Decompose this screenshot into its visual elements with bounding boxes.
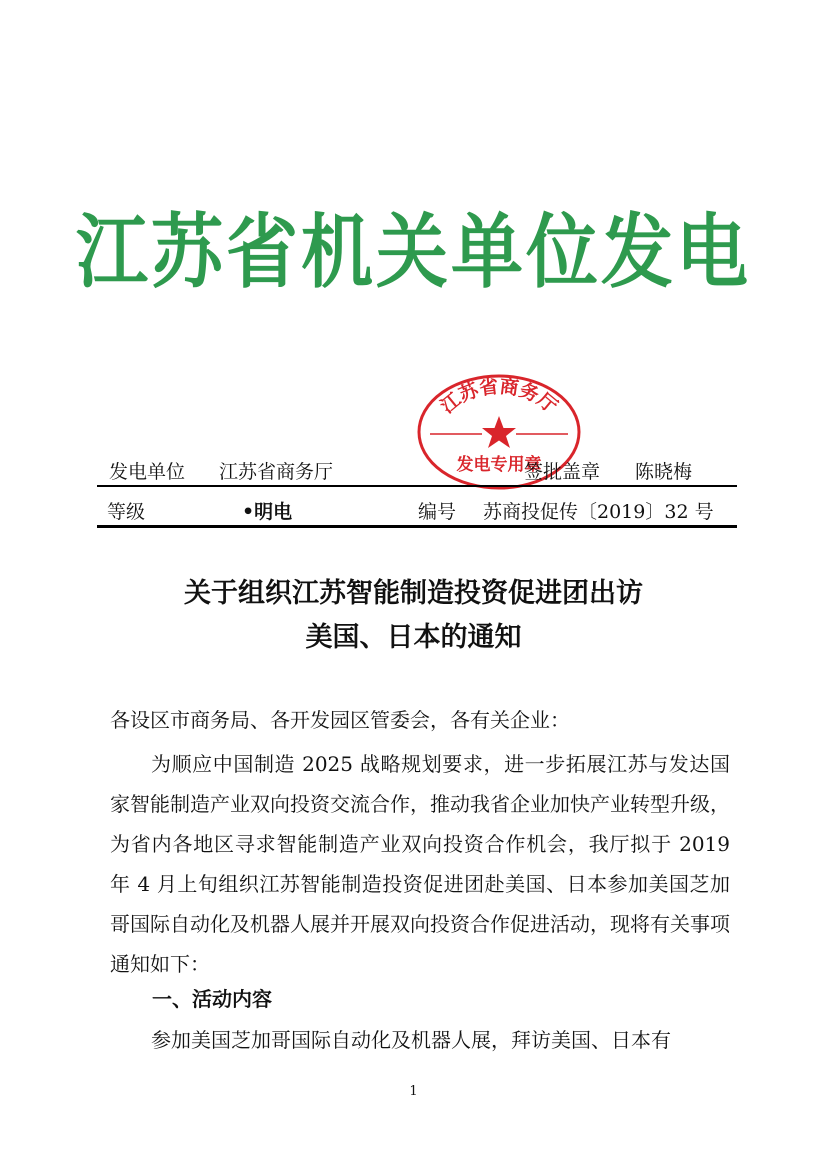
- number-label: 编号: [418, 501, 457, 523]
- salutation: 各设区市商务局、各开发园区管委会，各有关企业：: [110, 708, 570, 732]
- header-bottom-rule: [97, 525, 737, 528]
- number-value: 苏商投促传〔2019〕32 号: [483, 501, 714, 523]
- seal-star-icon: [482, 416, 516, 448]
- level-label: 等级: [107, 501, 146, 523]
- seal-label-text: 发电专用章: [456, 455, 542, 475]
- level-value: •明电: [242, 501, 293, 523]
- sender-value: 江苏省商务厅: [219, 461, 334, 483]
- meta-divider: [97, 485, 737, 487]
- paragraph-2: 参加美国芝加哥国际自动化及机器人展，拜访美国、日本有: [151, 1028, 671, 1052]
- document-title-line1: 关于组织江苏智能制造投资促进团出访: [184, 578, 643, 609]
- document-header-title: 江苏省机关单位发电: [75, 204, 751, 300]
- sign-label: 签批盖章: [524, 461, 601, 483]
- sender-label: 发电单位: [109, 461, 186, 483]
- page-number: 1: [409, 1084, 418, 1099]
- svg-text:江苏省商务厅: [437, 374, 562, 417]
- seal-org-text: 江苏省商务厅: [436, 375, 562, 418]
- sign-value: 陈晓梅: [635, 461, 693, 483]
- document-title-line2: 美国、日本的通知: [305, 622, 522, 653]
- paragraph-1: 为顺应中国制造 2025 战略规划要求，进一步拓展江苏与发达国家智能制造产业双向投资交流合作，推动我省企业加快产业转型升级，为省内各地区寻求智能制造产业双向投资合作机会，我厅拟于 2019 年 4 月上旬组织江苏智能制造投资促进团赴美国、日本参加美国芝加哥国际自动化及机器人展并开展双向投资合作促进活动，现将有关事项通知如下：: [110, 752, 730, 976]
- meta-row-level: [97, 491, 737, 525]
- meta-row-sender: [97, 451, 737, 485]
- section-1-heading: 一、活动内容: [152, 987, 272, 1011]
